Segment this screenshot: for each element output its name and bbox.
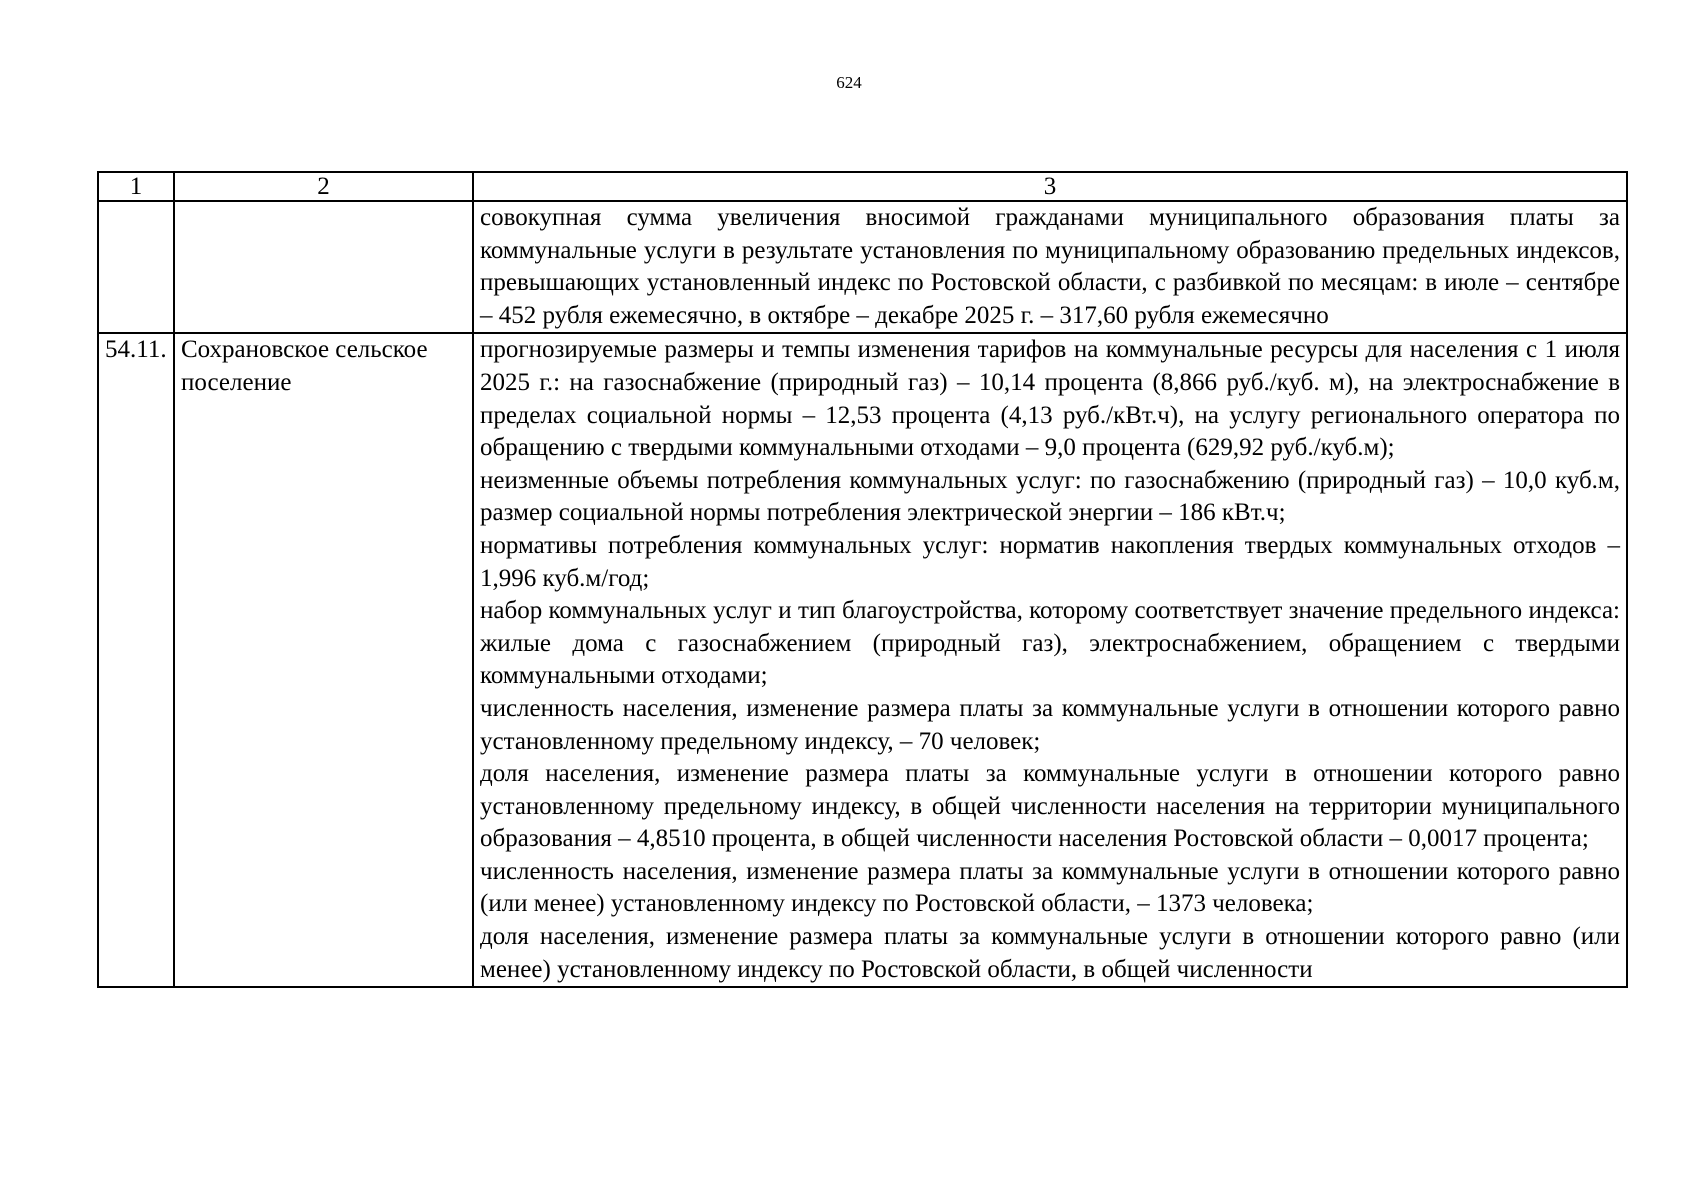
indicator-paragraph: численность населения, изменение размера платы за коммунальные услуги в отношении которого равно (или менее) установленному индексу по Ростовской области, – 1373 человека; (480, 857, 1620, 918)
indicator-paragraph: доля населения, изменение размера платы за коммунальные услуги в отношении которого равно установленному предельному индексу, в общей численности населения на территории муниципального образования – 4,8510 процента, в общей численности населения Ростовской области – 0,0017 процента; (480, 760, 1620, 853)
indicator-paragraph: прогнозируемые размеры и темпы изменения тарифов на коммунальные ресурсы для населения с 1 июля 2025 г.: на газоснабжение (природный газ) – 10,14 процента (8,866 руб./куб. м), на электроснабжение в пределах социальной нормы – 12,53 процента (4,13 руб./кВт.ч), на услугу регионального оператора по обращению с твердыми коммунальными отходами – 9,0 процента (629,92 руб./куб.м); (480, 336, 1620, 462)
indicators-cell (473, 333, 1627, 987)
table-header-row (98, 172, 1627, 201)
indicator-paragraph: неизменные объемы потребления коммунальных услуг: по газоснабжению (природный газ) – 10,0 куб.м, размер социальной нормы потребления электрической энергии – 186 кВт.ч; (480, 466, 1620, 527)
indicators-cell (473, 201, 1627, 333)
page-number: 624 (836, 73, 862, 92)
indicator-paragraph: доля населения, изменение размера платы за коммунальные услуги в отношении которого равно (или менее) установленному индексу по Ростовской области, в общей численности (480, 923, 1620, 983)
indicator-paragraph: набор коммунальных услуг и тип благоустройства, которому соответствует значение предельного индекса: жилые дома с газоснабжением (природный газ), электроснабжением, обращением с твердыми коммунальными отходами; (480, 597, 1620, 690)
row-number-cell: 54.11. (98, 333, 174, 987)
indicator-paragraph: нормативы потребления коммунальных услуг: норматив накопления твердых коммунальных отходов – 1,996 куб.м/год; (480, 531, 1620, 592)
indicator-paragraph: совокупная сумма увеличения вносимой гражданами муниципального образования платы за коммунальные услуги в результате установления по муниципальному образованию предельных индексов, превышающих установленный индекс по Ростовской области, с разбивкой по месяцам: в июле – сентябре – 452 рубля ежемесячно, в октябре – декабре 2025 г. – 317,60 рубля ежемесячно (480, 204, 1620, 329)
municipality-name-cell: Сохрановское сельское поселение (174, 333, 473, 987)
document-table (97, 171, 1628, 988)
table-row (98, 333, 1627, 987)
row-number-cell (98, 201, 174, 333)
table-row (98, 201, 1627, 333)
municipality-name-cell (174, 201, 473, 333)
indicator-paragraph: численность населения, изменение размера платы за коммунальные услуги в отношении которого равно установленному предельному индексу, – 70 человек; (480, 694, 1620, 755)
column-header-3: 3 (473, 172, 1627, 201)
column-header-2: 2 (174, 172, 473, 201)
column-header-1: 1 (98, 172, 174, 201)
